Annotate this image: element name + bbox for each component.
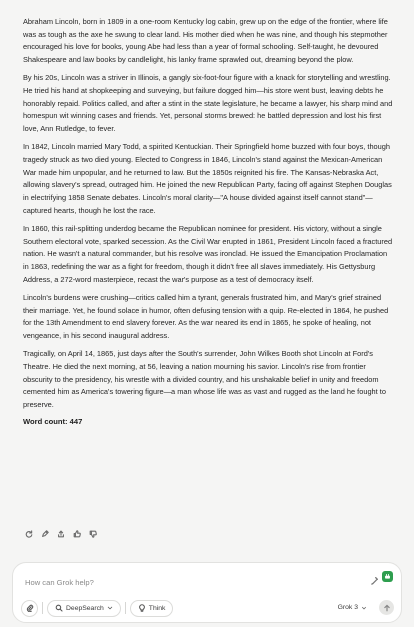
prompt-input[interactable]: How can Grok help? — [25, 578, 94, 587]
response-content — [23, 16, 394, 426]
paperclip-icon — [26, 604, 34, 612]
deepsearch-icon — [55, 604, 63, 612]
chevron-down-icon — [361, 605, 367, 611]
share-icon[interactable] — [55, 528, 67, 540]
response-paragraph: In 1860, this rail-splitting underdog became the Republican nominee for president. His victory, without a single Southern electoral vote, sparked secession. As the Civil War erupted in 1861, President Lincoln faced a fractured nation. He wasn't a natural commander, but his resolve was ironclad. He issued the Emancipation Proclamation in 1863, redefining the war as a fight for freedom, though it didn't free all slaves immediately. His Gettysburg Address, a 272-word masterpiece, recast the war's purpose as a test of democracy itself. — [23, 224, 393, 284]
toolbar-divider — [42, 602, 43, 614]
attach-button[interactable] — [21, 600, 38, 617]
response-paragraph: In 1842, Lincoln married Mary Todd, a spirited Kentuckian. Their Springfield home buzzed with four boys, though tragedy struck as two died young. Elected to Congress in 1846, Lincoln's stand against the Mexican-American War made him unpopular, and he returned to law. But the 1850s reignited his fire. The Kansas-Nebraska Act, allowing slavery's spread, outraged him. He joined the new Republican Party, facing off against Stephen Douglas in electrifying 1858 Senate debates. Lincoln's moral clarity—"A house divided against itself cannot stand"—captured hearts, though he lost the race. — [23, 142, 392, 215]
send-button[interactable] — [379, 600, 394, 615]
toolbar-divider — [125, 602, 126, 614]
arrow-up-icon — [383, 604, 391, 612]
model-selector[interactable] — [338, 604, 367, 611]
think-button[interactable] — [130, 600, 174, 617]
thumbs-up-icon[interactable] — [71, 528, 83, 540]
chevron-down-icon — [107, 605, 113, 611]
lightbulb-icon — [138, 604, 146, 612]
model-label: Grok 3 — [337, 604, 358, 611]
grok-badge-icon[interactable] — [382, 571, 393, 582]
response-paragraph: Tragically, on April 14, 1865, just days after the South's surrender, John Wilkes Booth shot Lincoln at Ford's Theatre. He died the next morning, at 56, leaving a nation mourning his savior. Lincoln's rise from frontier obscurity to the presidency, his wrestle with a divided country, and his unshakable belief in unity and freedom cemented him as America's towering figure—a man whose life was as vast and rugged as the land he fought to preserve. — [23, 349, 386, 410]
edit-icon[interactable] — [39, 528, 51, 540]
word-count: Word count: 447 — [23, 417, 83, 427]
response-actions — [23, 528, 99, 540]
voice-icon[interactable] — [370, 572, 379, 581]
deepsearch-button[interactable] — [47, 600, 121, 617]
response-paragraph: Abraham Lincoln, born in 1809 in a one-room Kentucky log cabin, grew up on the edge of the frontier, where life was as tough as the axe he swung to clear land. His mother died when he was nine, and though his stepmother encouraged his love for books, young Abe had less than a year of formal schooling. Self-taught, he devoured Shakespeare and law books by candlelight, his lanky frame sprawled out, dreaming beyond the plow. — [23, 17, 388, 65]
thumbs-down-icon[interactable] — [87, 528, 99, 540]
regenerate-icon[interactable] — [23, 528, 35, 540]
response-paragraph: By his 20s, Lincoln was a striver in Illinois, a gangly six-foot-four figure with a knack for storytelling and wrestling. He tried his hand at shopkeeping and surveying, but failure dogged him—his store went bust, leaving debts he honorably repaid. Politics called, and after a stint in the state legislature, he became a lawyer, his sharp mind and homespun wit winning cases and friends. Yet, personal storms brewed: he battled depression and lost his first love, Ann Rutledge, to fever. — [23, 73, 393, 134]
think-label: Think — [148, 604, 166, 612]
response-paragraph: Lincoln's burdens were crushing—critics called him a tyrant, generals frustrated him, and Mary's grief strained their marriage. Yet, he found solace in humor, often defusing tension with a quip. Re-elected in 1864, he pushed for the 13th Amendment to end slavery forever. As the war neared its end in 1865, he spoke of healing, not vengeance, in his second inaugural address. — [23, 293, 389, 341]
deepsearch-label: DeepSearch — [66, 604, 104, 612]
composer — [12, 562, 402, 623]
